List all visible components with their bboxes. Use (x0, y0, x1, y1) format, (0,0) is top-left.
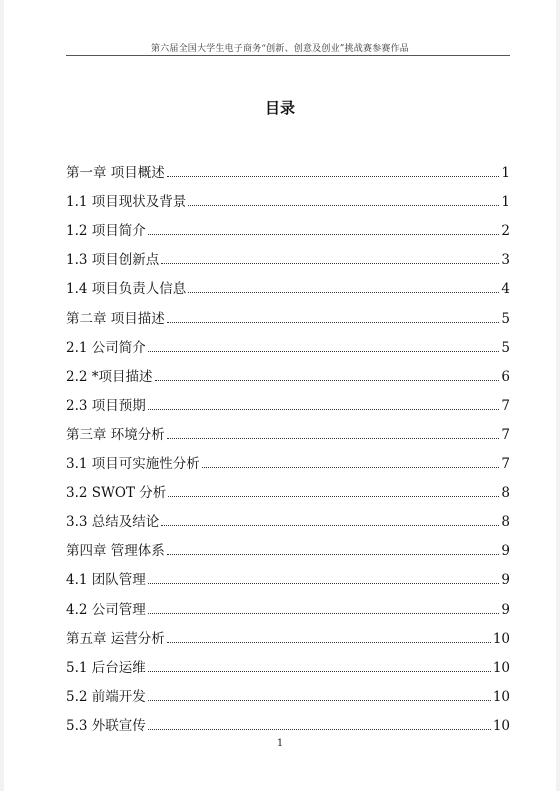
toc-entry-label: 2.3 项目预期 (66, 397, 146, 414)
toc-entry[interactable] (66, 385, 510, 414)
toc-entry-page: 6 (501, 368, 510, 385)
toc-dot-leader (148, 583, 500, 584)
toc-entry[interactable] (66, 297, 510, 326)
toc-entry[interactable] (66, 588, 510, 617)
toc-entry[interactable] (66, 239, 510, 268)
toc-entry[interactable] (66, 676, 510, 705)
toc-entry-page: 5 (501, 339, 510, 356)
toc-entry-label: 第一章 项目概述 (66, 165, 165, 182)
toc-entry-page: 10 (492, 659, 510, 676)
toc-dot-leader (167, 438, 500, 439)
table-of-contents (66, 152, 510, 734)
toc-entry-page: 7 (501, 397, 510, 414)
toc-entry-page: 8 (501, 514, 510, 531)
toc-entry-page: 5 (501, 310, 510, 327)
toc-dot-leader (167, 322, 500, 323)
toc-entry[interactable] (66, 705, 510, 734)
toc-entry-page: 7 (501, 426, 510, 443)
toc-entry-label: 3.1 项目可实施性分析 (66, 456, 200, 473)
toc-entry-label: 第二章 项目描述 (66, 310, 165, 327)
toc-dot-leader (148, 234, 500, 235)
toc-dot-leader (148, 729, 491, 730)
footer-page-number: 1 (276, 738, 284, 749)
toc-entry-label: 1.3 项目创新点 (66, 252, 160, 269)
toc-dot-leader (161, 525, 499, 526)
toc-dot-leader (148, 351, 500, 352)
toc-entry[interactable] (66, 356, 510, 385)
toc-entry-page: 9 (501, 572, 510, 589)
toc-entry[interactable] (66, 530, 510, 559)
toc-dot-leader (168, 496, 499, 497)
toc-dot-leader (148, 700, 491, 701)
toc-dot-leader (148, 409, 500, 410)
toc-entry-label: 1.4 项目负责人信息 (66, 281, 187, 298)
toc-entry-label: 第三章 环境分析 (66, 426, 165, 443)
toc-entry[interactable] (66, 181, 510, 210)
toc-entry-label: 4.1 团队管理 (66, 572, 146, 589)
toc-entry-label: 2.2 *项目描述 (66, 368, 153, 385)
toc-dot-leader (167, 176, 500, 177)
toc-entry-label: 2.1 公司简介 (66, 339, 146, 356)
toc-dot-leader (148, 671, 491, 672)
toc-entry-page: 9 (501, 601, 510, 618)
toc-entry[interactable] (66, 501, 510, 530)
page-header: 第六届全国大学生电子商务“创新、创意及创业”挑战赛参赛作品 (150, 44, 409, 54)
toc-entry-label: 4.2 公司管理 (66, 601, 146, 618)
toc-entry-label: 1.1 项目现状及背景 (66, 194, 187, 211)
toc-entry[interactable] (66, 414, 510, 443)
toc-dot-leader (202, 467, 500, 468)
toc-title: 目录 (264, 99, 295, 117)
header-divider (66, 55, 510, 56)
toc-entry-page: 8 (501, 485, 510, 502)
toc-entry-page: 9 (501, 543, 510, 560)
toc-entry-label: 第四章 管理体系 (66, 543, 165, 560)
toc-entry-label: 3.2 SWOT 分析 (66, 485, 167, 502)
toc-entry-page: 10 (492, 630, 510, 647)
toc-entry-page: 10 (492, 717, 510, 734)
toc-entry-label: 3.3 总结及结论 (66, 514, 160, 531)
toc-entry[interactable] (66, 647, 510, 676)
toc-dot-leader (188, 292, 499, 293)
toc-entry[interactable] (66, 268, 510, 297)
toc-dot-leader (167, 554, 500, 555)
toc-entry-label: 1.2 项目简介 (66, 223, 146, 240)
toc-entry-page: 7 (501, 456, 510, 473)
toc-entry-page: 1 (501, 194, 510, 211)
toc-dot-leader (148, 613, 500, 614)
toc-entry[interactable] (66, 559, 510, 588)
toc-entry-page: 4 (501, 281, 510, 298)
toc-entry-page: 10 (492, 688, 510, 705)
toc-dot-leader (161, 263, 499, 264)
toc-dot-leader (167, 642, 491, 643)
toc-entry-label: 第五章 运营分析 (66, 630, 165, 647)
toc-entry-page: 2 (501, 223, 510, 240)
toc-entry-label: 5.2 前端开发 (66, 688, 146, 705)
toc-entry[interactable] (66, 618, 510, 647)
toc-dot-leader (155, 380, 500, 381)
toc-entry-page: 3 (501, 252, 510, 269)
toc-entry[interactable] (66, 327, 510, 356)
toc-entry[interactable] (66, 152, 510, 181)
toc-entry-page: 1 (501, 165, 510, 182)
toc-entry[interactable] (66, 472, 510, 501)
toc-entry[interactable] (66, 210, 510, 239)
toc-dot-leader (188, 205, 499, 206)
document-page (4, 0, 556, 791)
toc-entry-label: 5.3 外联宣传 (66, 717, 146, 734)
toc-entry[interactable] (66, 443, 510, 472)
toc-entry-label: 5.1 后台运维 (66, 659, 146, 676)
